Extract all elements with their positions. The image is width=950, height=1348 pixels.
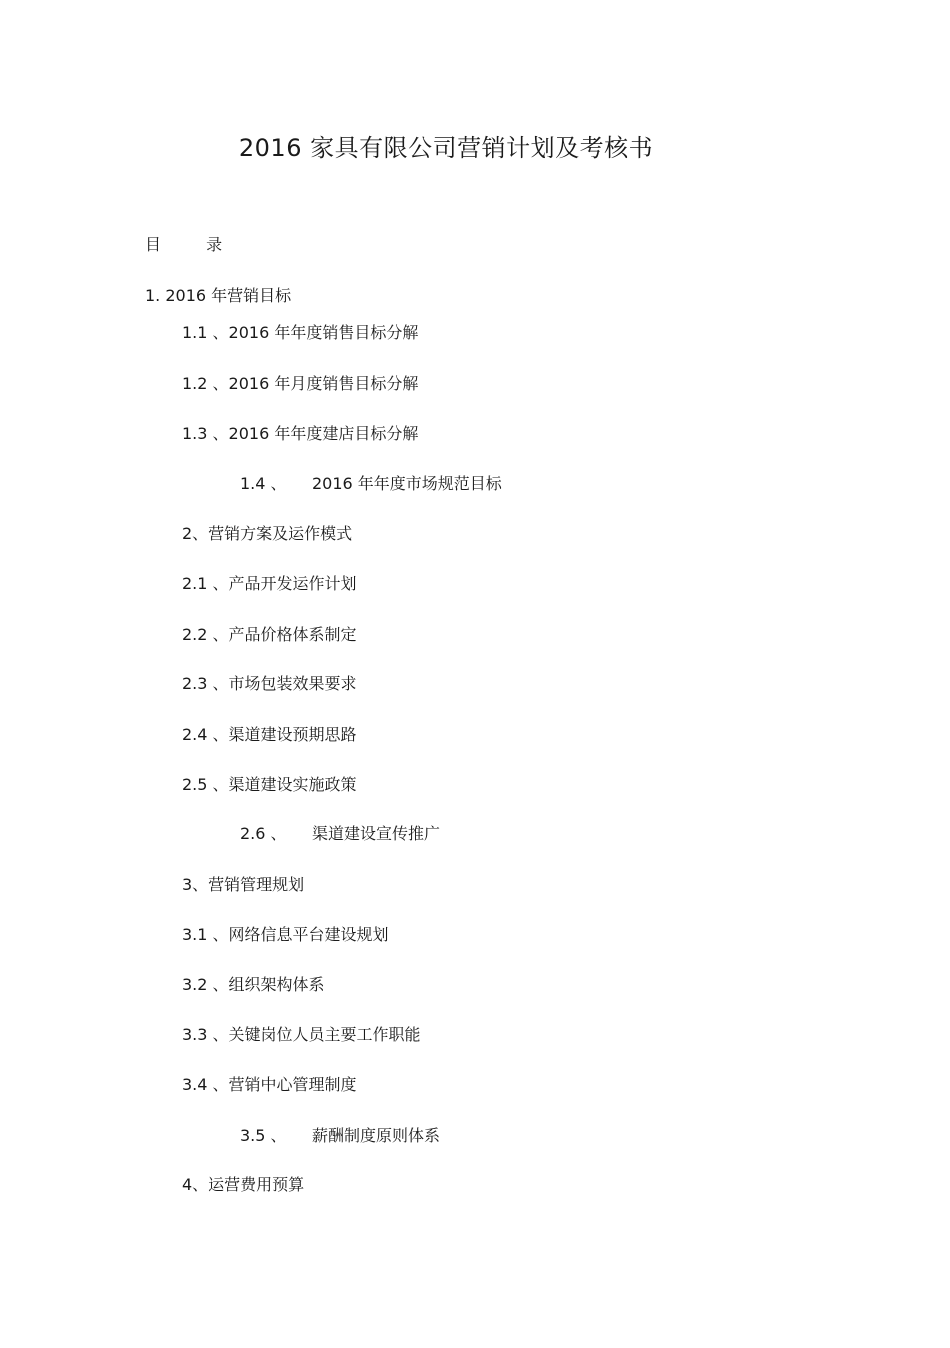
toc-item-3-2: 3.2 、组织架构体系 — [182, 975, 325, 994]
toc-item-2: 2、营销方案及运作模式 — [182, 524, 353, 543]
toc-item-3-3: 3.3 、关键岗位人员主要工作职能 — [182, 1025, 421, 1044]
toc-item-2-5: 2.5 、渠道建设实施政策 — [182, 775, 357, 794]
toc-item-label: 薪酬制度原则体系 — [312, 1126, 441, 1145]
toc-item-number: 2.6 、 — [240, 824, 287, 843]
toc-item-number: 1.4 、 — [240, 474, 287, 493]
toc-item-2-3: 2.3 、市场包装效果要求 — [182, 674, 357, 693]
toc-item-label: 2016 年年度市场规范目标 — [312, 474, 502, 493]
toc-item-2-4: 2.4 、渠道建设预期思路 — [182, 725, 357, 744]
toc-heading: 目 录 — [145, 235, 243, 254]
toc-item-1-1: 1.1 、2016 年年度销售目标分解 — [182, 323, 419, 342]
toc-item-1-3: 1.3 、2016 年年度建店目标分解 — [182, 424, 419, 443]
toc-item-4: 4、运营费用预算 — [182, 1175, 305, 1194]
document-title: 2016 家具有限公司营销计划及考核书 — [238, 134, 654, 162]
toc-item-1-4 — [240, 473, 502, 495]
toc-item-2-2: 2.2 、产品价格体系制定 — [182, 625, 357, 644]
toc-item-label: 渠道建设宣传推广 — [312, 824, 441, 843]
toc-item-3-4: 3.4 、营销中心管理制度 — [182, 1075, 357, 1094]
toc-item-3-1: 3.1 、网络信息平台建设规划 — [182, 925, 389, 944]
toc-item-1: 1. 2016 年营销目标 — [145, 286, 292, 305]
toc-item-3-5 — [240, 1125, 440, 1147]
toc-item-2-6 — [240, 823, 440, 845]
toc-item-2-1: 2.1 、产品开发运作计划 — [182, 574, 357, 593]
toc-item-3: 3、营销管理规划 — [182, 875, 305, 894]
toc-item-1-2: 1.2 、2016 年月度销售目标分解 — [182, 374, 419, 393]
toc-item-number: 3.5 、 — [240, 1126, 287, 1145]
